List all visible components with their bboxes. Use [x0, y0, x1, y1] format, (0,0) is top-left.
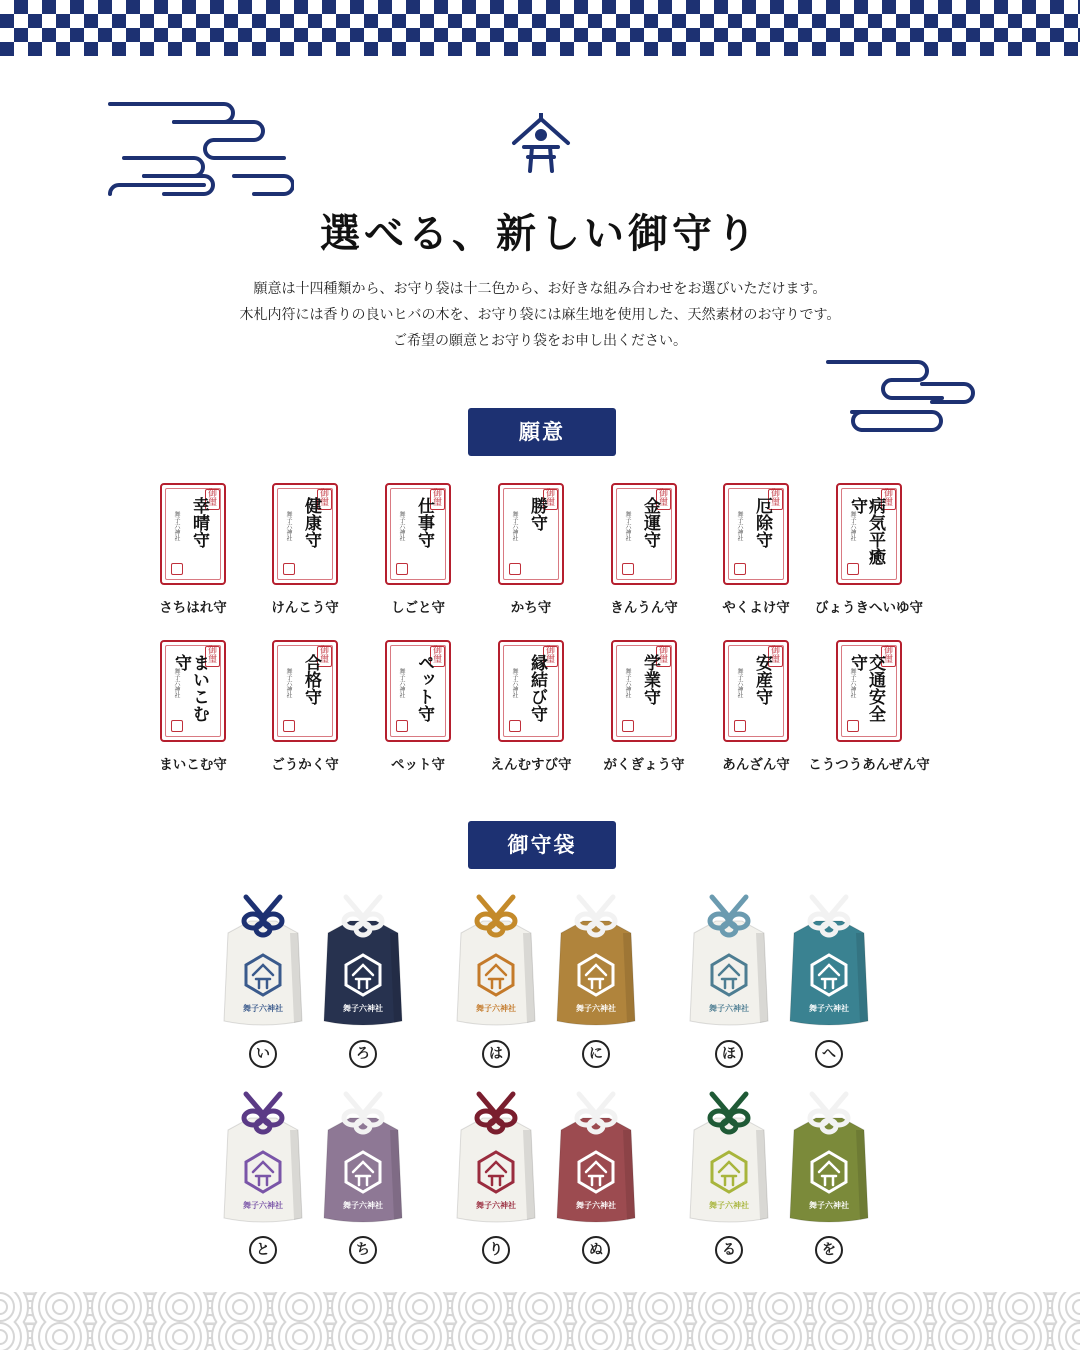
seal-stamp: 御璽: [881, 489, 896, 510]
charm-bag[interactable]: [686, 1090, 772, 1240]
card-shrine-name: 舞子六神社: [736, 668, 743, 698]
bag-label: り: [482, 1236, 510, 1264]
bag-shrine-name: 舞子六神社: [809, 1004, 849, 1013]
wish-card[interactable]: [498, 640, 564, 742]
shrine-seal-icon: [622, 720, 634, 732]
card-brush-text: まいこむ守: [171, 654, 209, 722]
card-brush-text: 幸晴守: [189, 497, 209, 548]
charm-bag[interactable]: [320, 893, 406, 1043]
seal-stamp: 御璽: [205, 646, 220, 667]
seal-stamp: 御璽: [656, 646, 671, 667]
card-frame: [723, 640, 789, 742]
wish-label: けんこう守: [271, 600, 339, 616]
wish-card[interactable]: [160, 640, 226, 742]
charm-bag[interactable]: [320, 1090, 406, 1240]
bag-label: を: [815, 1236, 843, 1264]
cloud-pattern-right: [822, 354, 978, 436]
lead-line: 願意は十四種類から、お守り袋は十二色から、お好きな組み合わせをお選びいただけます。: [253, 281, 827, 297]
bag-label: い: [249, 1040, 277, 1068]
bag-shrine-name: 舞子六神社: [476, 1004, 516, 1013]
shrine-seal-icon: [283, 563, 295, 575]
card-frame: [723, 483, 789, 585]
wish-label: しごと守: [391, 600, 445, 616]
wish-label: びょうきへいゆ守: [815, 600, 923, 616]
seal-stamp: 御璽: [205, 489, 220, 510]
seal-stamp: 御璽: [317, 489, 332, 510]
shrine-gate-icon: [510, 113, 572, 175]
wave-pattern-border: [0, 1292, 1080, 1350]
wish-label: こうつうあんぜん守: [808, 757, 930, 773]
wish-card[interactable]: [611, 640, 677, 742]
charm-bag[interactable]: [553, 1090, 639, 1240]
wish-label: まいこむ守: [159, 757, 227, 773]
seal-stamp: 御璽: [543, 646, 558, 667]
bag-label: ほ: [715, 1040, 743, 1068]
shrine-seal-icon: [283, 720, 295, 732]
card-brush-text: ペット守: [414, 654, 434, 722]
shrine-seal-icon: [171, 720, 183, 732]
lead-line: ご希望の願意とお守り袋をお申し出ください。: [393, 333, 687, 349]
bag-label: ろ: [349, 1040, 377, 1068]
bag-shrine-name: 舞子六神社: [343, 1201, 383, 1210]
card-brush-text: 勝守: [527, 497, 547, 531]
wish-label: ごうかく守: [271, 757, 339, 773]
shrine-seal-icon: [734, 720, 746, 732]
bag-label: る: [715, 1236, 743, 1264]
bag-shrine-name: 舞子六神社: [243, 1201, 283, 1210]
shrine-seal-icon: [509, 720, 521, 732]
wish-label: さちはれ守: [159, 600, 227, 616]
card-frame: [272, 640, 338, 742]
card-shrine-name: 舞子六神社: [511, 668, 518, 698]
card-brush-text: 金運守: [640, 497, 660, 548]
card-frame: [160, 640, 226, 742]
shrine-seal-icon: [509, 563, 521, 575]
wish-card[interactable]: [611, 483, 677, 585]
card-brush-text: 仕事守: [414, 497, 434, 548]
lead-text: [0, 276, 1080, 354]
wish-card[interactable]: [723, 483, 789, 585]
charm-bag[interactable]: [453, 1090, 539, 1240]
seal-stamp: 御璽: [317, 646, 332, 667]
checkered-border: [0, 0, 1080, 56]
bag-shrine-name: 舞子六神社: [576, 1201, 616, 1210]
wishes-heading: 願意: [468, 408, 616, 456]
card-brush-text: 健康守: [301, 497, 321, 548]
card-frame: [498, 483, 564, 585]
charm-bag[interactable]: [553, 893, 639, 1043]
card-frame: [385, 640, 451, 742]
card-brush-text: 病気平癒守: [847, 497, 885, 565]
card-frame: [498, 640, 564, 742]
charm-bag[interactable]: [686, 893, 772, 1043]
wish-label: かち守: [510, 600, 552, 616]
card-shrine-name: 舞子六神社: [624, 511, 631, 541]
bag-shrine-name: 舞子六神社: [809, 1201, 849, 1210]
card-shrine-name: 舞子六神社: [849, 668, 856, 698]
shrine-seal-icon: [734, 563, 746, 575]
card-frame: [611, 483, 677, 585]
wish-card[interactable]: [836, 483, 902, 585]
card-shrine-name: 舞子六神社: [398, 668, 405, 698]
wish-card[interactable]: [160, 483, 226, 585]
card-shrine-name: 舞子六神社: [624, 668, 631, 698]
card-brush-text: 厄除守: [752, 497, 772, 548]
card-brush-text: 交通安全守: [847, 654, 885, 722]
charm-bag[interactable]: [786, 893, 872, 1043]
bag-label: は: [482, 1040, 510, 1068]
bag-label: ち: [349, 1236, 377, 1264]
page-title: 選べる、新しい御守り: [320, 210, 760, 257]
wish-card[interactable]: [836, 640, 902, 742]
seal-stamp: 御璽: [430, 646, 445, 667]
bag-shrine-name: 舞子六神社: [343, 1004, 383, 1013]
wish-card[interactable]: [723, 640, 789, 742]
bag-label: に: [582, 1040, 610, 1068]
card-brush-text: 縁結び守: [527, 654, 547, 722]
seal-stamp: 御璽: [768, 489, 783, 510]
charm-bag[interactable]: [220, 893, 306, 1043]
shrine-seal-icon: [847, 563, 859, 575]
shrine-seal-icon: [396, 720, 408, 732]
shrine-seal-icon: [171, 563, 183, 575]
shrine-seal-icon: [622, 563, 634, 575]
card-shrine-name: 舞子六神社: [285, 668, 292, 698]
charm-bag[interactable]: [786, 1090, 872, 1240]
wish-card[interactable]: [272, 483, 338, 585]
wish-card[interactable]: [272, 640, 338, 742]
wish-label: がくぎょう守: [603, 757, 685, 773]
wish-label: きんうん守: [610, 600, 678, 616]
card-shrine-name: 舞子六神社: [173, 668, 180, 698]
card-shrine-name: 舞子六神社: [173, 511, 180, 541]
seal-stamp: 御璽: [768, 646, 783, 667]
card-frame: [611, 640, 677, 742]
seal-stamp: 御璽: [543, 489, 558, 510]
card-frame: [836, 640, 902, 742]
card-frame: [836, 483, 902, 585]
card-shrine-name: 舞子六神社: [736, 511, 743, 541]
shrine-seal-icon: [847, 720, 859, 732]
card-frame: [385, 483, 451, 585]
wish-label: やくよけ守: [722, 600, 790, 616]
seal-stamp: 御璽: [881, 646, 896, 667]
card-frame: [272, 483, 338, 585]
bag-shrine-name: 舞子六神社: [243, 1004, 283, 1013]
bag-shrine-name: 舞子六神社: [709, 1201, 749, 1210]
card-brush-text: 合格守: [301, 654, 321, 705]
wish-label: えんむすび守: [490, 757, 572, 773]
bag-label: へ: [815, 1040, 843, 1068]
charm-bag[interactable]: [453, 893, 539, 1043]
card-shrine-name: 舞子六神社: [285, 511, 292, 541]
lead-line: 木札内符には香りの良いヒバの木を、お守り袋には麻生地を使用した、天然素材のお守りです。: [239, 307, 841, 323]
wish-card[interactable]: [385, 640, 451, 742]
card-frame: [160, 483, 226, 585]
bags-heading: 御守袋: [468, 821, 616, 869]
shrine-seal-icon: [396, 563, 408, 575]
wish-label: あんざん守: [722, 757, 790, 773]
bag-shrine-name: 舞子六神社: [476, 1201, 516, 1210]
wish-card[interactable]: [498, 483, 564, 585]
card-shrine-name: 舞子六神社: [511, 511, 518, 541]
bag-shrine-name: 舞子六神社: [709, 1004, 749, 1013]
seal-stamp: 御璽: [656, 489, 671, 510]
seal-stamp: 御璽: [430, 489, 445, 510]
wish-card[interactable]: [385, 483, 451, 585]
bag-shrine-name: 舞子六神社: [576, 1004, 616, 1013]
bag-label: ぬ: [582, 1236, 610, 1264]
card-shrine-name: 舞子六神社: [849, 511, 856, 541]
card-brush-text: 安産守: [752, 654, 772, 705]
card-shrine-name: 舞子六神社: [398, 511, 405, 541]
card-brush-text: 学業守: [640, 654, 660, 705]
wish-label: ペット守: [391, 757, 445, 773]
charm-bag[interactable]: [220, 1090, 306, 1240]
cloud-pattern-left: [104, 96, 294, 212]
bag-label: と: [249, 1236, 277, 1264]
